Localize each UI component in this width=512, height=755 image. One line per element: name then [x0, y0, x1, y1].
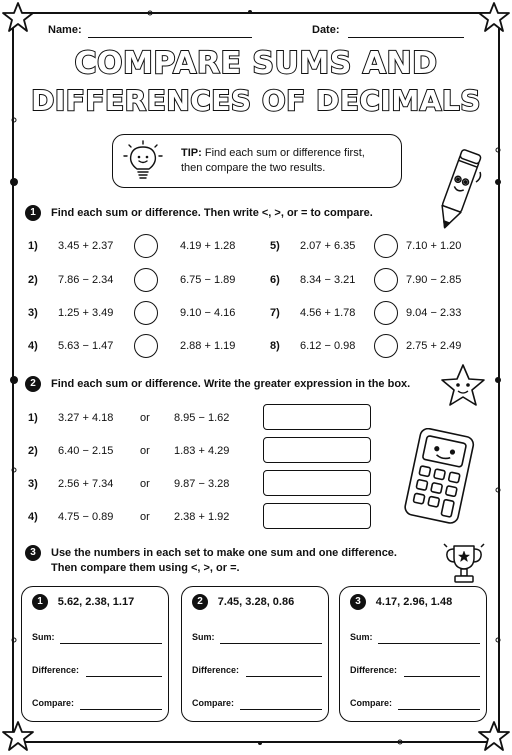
s1-compare-circle[interactable] [374, 234, 398, 258]
s1-right-expression: 2.75 + 2.49 [406, 340, 462, 352]
set-badge: 3 [350, 594, 366, 610]
section-1-badge: 1 [25, 205, 41, 221]
difference-label: Difference: [192, 665, 240, 675]
s1-compare-circle[interactable] [374, 268, 398, 292]
section-2-instruction: Find each sum or difference. Write the greater expression in the box. [51, 378, 411, 390]
compare-field[interactable] [240, 708, 322, 710]
tip-line-1: Find each sum or difference first, [204, 147, 365, 159]
trophy-icon [438, 538, 490, 588]
s2-answer-box[interactable] [263, 404, 371, 430]
set-numbers: 4.17, 2.96, 1.48 [375, 596, 453, 608]
s1-right-expression: 2.88 + 1.19 [180, 340, 236, 352]
set-numbers: 7.45, 3.28, 0.86 [217, 596, 295, 608]
difference-label: Difference: [32, 665, 80, 675]
s1-left-expression: 5.63 − 1.47 [58, 340, 114, 352]
difference-field[interactable] [86, 675, 162, 677]
s1-right-expression: 9.10 − 4.16 [180, 307, 236, 319]
s1-right-expression: 4.19 + 1.28 [180, 240, 236, 252]
s1-left-expression: 1.25 + 3.49 [58, 307, 114, 319]
s1-left-expression: 2.07 + 6.35 [300, 240, 356, 252]
set-card [339, 586, 487, 722]
compare-field[interactable] [80, 708, 162, 710]
compare-label: Compare: [32, 698, 75, 708]
s2-problem-number: 2) [28, 445, 38, 457]
title-line-1: COMPARE SUMS AND [74, 46, 438, 81]
s1-problem-number: 7) [270, 307, 280, 319]
name-label: Name: [48, 24, 82, 36]
pencil-character-icon [430, 148, 486, 234]
s1-compare-circle[interactable] [374, 334, 398, 358]
s2-left-expression: 2.56 + 7.34 [58, 478, 114, 490]
s1-right-expression: 7.90 − 2.85 [406, 274, 462, 286]
s2-answer-box[interactable] [263, 503, 371, 529]
s2-right-expression: 9.87 − 3.28 [174, 478, 230, 490]
s2-right-expression: 8.95 − 1.62 [174, 412, 230, 424]
section-3-instruction [51, 546, 397, 576]
tip-line-2: then compare the two results. [181, 162, 326, 174]
s2-or-label: or [140, 412, 150, 424]
section-1-instruction: Find each sum or difference. Then write <, >, or = to compare. [51, 207, 373, 219]
date-field[interactable] [348, 36, 464, 38]
s1-problem-number: 3) [28, 307, 38, 319]
difference-field[interactable] [404, 675, 480, 677]
compare-label: Compare: [350, 698, 393, 708]
section-3-instruction-line-2: Then compare them using <, >, or =. [51, 562, 240, 574]
s2-or-label: or [140, 511, 150, 523]
s2-problem-number: 1) [28, 412, 38, 424]
s1-right-expression: 7.10 + 1.20 [406, 240, 462, 252]
date-label: Date: [312, 24, 340, 36]
set-card [21, 586, 169, 722]
s1-left-expression: 4.56 + 1.78 [300, 307, 356, 319]
section-2-badge: 2 [25, 376, 41, 392]
s2-right-expression: 1.83 + 4.29 [174, 445, 230, 457]
s1-problem-number: 2) [28, 274, 38, 286]
tip-box [112, 134, 402, 188]
difference-label: Difference: [350, 665, 398, 675]
calculator-character-icon [402, 428, 478, 526]
s1-compare-circle[interactable] [134, 334, 158, 358]
s1-left-expression: 6.12 − 0.98 [300, 340, 356, 352]
sum-label: Sum: [32, 632, 55, 642]
s1-problem-number: 6) [270, 274, 280, 286]
s2-left-expression: 4.75 − 0.89 [58, 511, 114, 523]
lightbulb-icon [123, 139, 163, 183]
name-field[interactable] [88, 36, 252, 38]
s1-right-expression: 6.75 − 1.89 [180, 274, 236, 286]
sum-field[interactable] [60, 642, 162, 644]
s1-problem-number: 5) [270, 240, 280, 252]
set-numbers: 5.62, 2.38, 1.17 [57, 596, 135, 608]
s1-left-expression: 7.86 − 2.34 [58, 274, 114, 286]
tip-label: TIP: [181, 147, 202, 159]
tip-text [181, 146, 365, 176]
difference-field[interactable] [246, 675, 322, 677]
s2-problem-number: 3) [28, 478, 38, 490]
s1-right-expression: 9.04 − 2.33 [406, 307, 462, 319]
s1-compare-circle[interactable] [134, 234, 158, 258]
set-badge: 1 [32, 594, 48, 610]
s2-right-expression: 2.38 + 1.92 [174, 511, 230, 523]
compare-label: Compare: [192, 698, 235, 708]
set-badge: 2 [192, 594, 208, 610]
set-card [181, 586, 329, 722]
section-3-instruction-line-1: Use the numbers in each set to make one sum and one difference. [51, 547, 397, 559]
s1-compare-circle[interactable] [134, 301, 158, 325]
s2-or-label: or [140, 445, 150, 457]
s1-left-expression: 3.45 + 2.37 [58, 240, 114, 252]
section-3-badge: 3 [25, 545, 41, 561]
s2-problem-number: 4) [28, 511, 38, 523]
s1-compare-circle[interactable] [134, 268, 158, 292]
s1-problem-number: 8) [270, 340, 280, 352]
s1-problem-number: 4) [28, 340, 38, 352]
s2-left-expression: 6.40 − 2.15 [58, 445, 114, 457]
star-character-icon [438, 362, 488, 410]
sum-field[interactable] [378, 642, 480, 644]
sum-field[interactable] [220, 642, 322, 644]
sum-label: Sum: [192, 632, 215, 642]
sum-label: Sum: [350, 632, 373, 642]
s2-or-label: or [140, 478, 150, 490]
title-line-2: DIFFERENCES OF DECIMALS [31, 84, 481, 117]
s2-answer-box[interactable] [263, 470, 371, 496]
compare-field[interactable] [398, 708, 480, 710]
s2-answer-box[interactable] [263, 437, 371, 463]
s1-compare-circle[interactable] [374, 301, 398, 325]
s2-left-expression: 3.27 + 4.18 [58, 412, 114, 424]
s1-problem-number: 1) [28, 240, 38, 252]
s1-left-expression: 8.34 − 3.21 [300, 274, 356, 286]
